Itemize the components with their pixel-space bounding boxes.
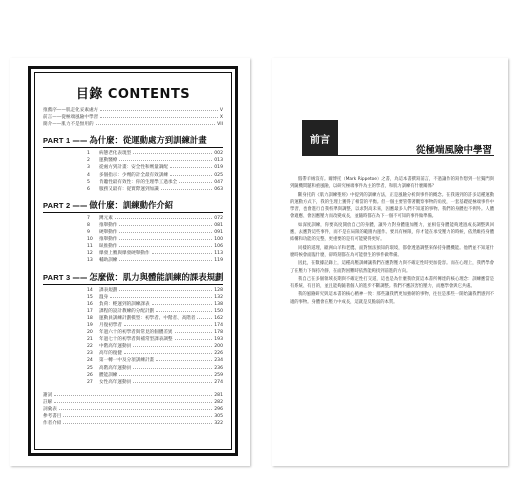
toc-entry	[87, 150, 223, 157]
dot-leader	[119, 243, 212, 247]
toc-entry-page: 019	[214, 165, 223, 171]
toc-entry-title: 高年的復健	[99, 351, 122, 357]
toc-entry-page: 013	[214, 158, 223, 164]
chapter-number: 27	[87, 379, 93, 385]
toc-entry-title: 體能訓練	[99, 372, 118, 378]
toc-entry-title: 肯聽性最有效性：你的生理學工過承全	[99, 179, 178, 185]
toc-entry-title: 謝詞	[43, 392, 53, 398]
part-dash: ——	[72, 200, 88, 210]
toc-entry-title: 蹲元素	[99, 215, 113, 221]
toc-entry-page: 200	[214, 344, 223, 350]
preface-paragraph: 斷身托的《肌力訓練聖經》中提到的訓練方法，正是風險分析與事件的概念。在我遇到的許多這種運動的運動方式下，我的生理上獲得了相當的平衡。但一個主要管帶著觀察事物的角度，一套基礎從極端事件中學習，也會進行自我校準與調整，以求對高未來，因應最多人們不知道的事物。我們的身體也不例外。人體會適應、會因應壓力而改變成長，並隨時都在為下一個不可知的事件做準備。	[290, 192, 494, 220]
toc-entry-page: 081	[214, 222, 223, 228]
toc-entry	[87, 315, 223, 322]
part-dash: ——	[72, 272, 88, 282]
toc-entry-page: 236	[214, 365, 223, 371]
toc-entry-page: 296	[214, 407, 223, 412]
chapter-number: 3	[87, 165, 90, 171]
chapter-number: 12	[87, 251, 93, 257]
preface-paragraph: 我的風險研究與這本書的核心精神一致：那些讓我們更加強韌的事物，往往是那些一開始讓我們感到不適的事物。身體會在壓力中成長，這就是反脆弱的本質。	[290, 292, 494, 305]
toc-entry-title: 臥推動作	[99, 244, 118, 250]
part-label: PART 2	[43, 200, 71, 210]
toc-entry	[87, 336, 223, 343]
toc-title: 目錄 CONTENTS	[75, 87, 191, 102]
chapter-list	[43, 150, 223, 193]
toc-entry-title: 女性高年運動員	[99, 379, 132, 385]
preface-rule	[338, 155, 494, 156]
toc-entry	[43, 114, 223, 121]
toc-entry-title: 前言——從極端風險中學習	[43, 115, 99, 121]
toc-entry-page: 106	[214, 244, 223, 250]
toc-entry-page: 119	[214, 258, 223, 264]
toc-entry	[87, 164, 223, 171]
toc-entry-page: X	[219, 115, 223, 121]
toc-entry	[87, 357, 223, 364]
toc-entry-page: 025	[214, 172, 223, 178]
toc-entry-page: 002	[214, 151, 223, 157]
toc-entry	[43, 121, 223, 128]
toc-front-list	[43, 107, 223, 128]
toc-entry-title: 中階高年運動員	[99, 344, 132, 350]
toc-frame	[28, 66, 238, 456]
toc-entry-page: 281	[214, 392, 223, 398]
chapter-number: 21	[87, 337, 93, 343]
chapter-number: 20	[87, 330, 93, 336]
toc-entry-page: 128	[214, 287, 223, 293]
part-rule	[43, 212, 223, 213]
toc-entry-title: 課表規劃	[99, 287, 118, 293]
part-label: PART 3	[43, 272, 71, 282]
dot-leader	[96, 121, 216, 125]
toc-entry	[87, 236, 223, 243]
toc-entry-title: 作者介紹	[43, 421, 62, 427]
toc-entry-page: 063	[214, 186, 223, 192]
toc-entry-title: 第一轉一中及分項訓練計畫	[99, 358, 155, 364]
toc-entry-page: 138	[214, 301, 223, 307]
toc-entry-title: 月復初學者	[99, 322, 122, 328]
toc-entry	[87, 308, 223, 315]
toc-entry-page: 226	[214, 351, 223, 357]
toc-entry-page: 047	[214, 179, 223, 185]
chapter-number: 16	[87, 301, 93, 307]
dot-leader	[156, 357, 212, 361]
dot-leader	[133, 343, 212, 347]
dot-leader	[197, 315, 212, 319]
part-name: 為什麼：從運動處方到訓練計畫	[89, 135, 207, 146]
part-heading	[43, 199, 223, 211]
toc-entry-title: 參考書目	[43, 414, 62, 420]
toc-entry	[87, 329, 223, 336]
preface-paragraph: 因此，在數據記錄上，這種高壓訓練讓我們在應對壓力與不確定性時更加從容。而在心理上，我們學會了在壓力下保持冷靜，在面對困難時依然能夠找到前進的方向。	[290, 261, 494, 274]
toc-entry	[87, 229, 223, 236]
chapter-number: 19	[87, 322, 93, 328]
toc-entry-title: 運動員訓練計劃模型：初學者、中階者、高階者	[99, 315, 196, 321]
toc-entry-title: 病態老化表現型	[99, 151, 132, 157]
toc-entry-title: 高階高年運動員	[99, 365, 132, 371]
toc-entry	[43, 107, 223, 114]
dot-leader	[54, 392, 212, 396]
toc-entry-title: 註解	[43, 399, 53, 405]
toc-entry	[87, 350, 223, 357]
toc-entry-page: 305	[214, 414, 223, 420]
toc-entry-page: 100	[214, 237, 223, 243]
toc-entry	[43, 392, 223, 399]
chapter-number: 6	[87, 186, 90, 192]
chapter-list	[43, 215, 223, 265]
chapter-number: 14	[87, 287, 93, 293]
toc-page	[10, 58, 250, 466]
preface-page	[272, 58, 508, 466]
toc-entry-page: 091	[214, 230, 223, 236]
preface-paragraph: 同樣的道理，歐洲山羊和老鷹，面對無法預知的環境，都會透過調整來保持身體機能。他們並不知道什麼時候會面臨什麼，卻時刻都在為可能發生的事件做準備。	[290, 245, 494, 258]
toc-entry-page: 174	[214, 322, 223, 328]
dot-leader	[110, 294, 212, 298]
toc-entry-page: 162	[214, 315, 223, 321]
part-name: 做什麼：訓練動作介紹	[89, 199, 174, 210]
dot-leader	[161, 186, 212, 190]
chapter-number: 2	[87, 158, 90, 164]
toc-entry-page: 132	[214, 294, 223, 300]
chapter-number: 1	[87, 151, 90, 157]
chapter-number: 7	[87, 215, 90, 221]
dot-leader	[175, 336, 213, 340]
preface-paragraph: 假帶羊絨沒有。爾博托（Mark Rippetoe）之書，為這本書撰寫前言，不過讓作的寫作想到一位獨門與到隨機問題和重風險，以研究極端事件為主的學者，和肌力訓練有什麼關係？	[290, 177, 494, 190]
preface-paragraph: 如深度訓練，你要高度開放自己的身體，讓外力對身體施加壓力，並相信身體能夠透過成長調整與回應，去應對這些事件，而不是在局限的範圍內運作。要具有極限，你才能在承受壓力的時候，依然維持身體結構和功能的完整，更重要的是有可能變得更好。	[290, 222, 494, 243]
chapter-number: 8	[87, 222, 90, 228]
preface-body	[290, 176, 494, 307]
toc-entry	[87, 250, 223, 257]
toc-entry	[43, 406, 223, 413]
dot-leader	[119, 372, 212, 376]
dot-leader	[124, 322, 212, 326]
dot-leader	[133, 150, 212, 154]
toc-entry	[87, 343, 223, 350]
toc-entry-title: 多個指示：少劑的計全最有效訓練	[99, 172, 168, 178]
chapter-number: 4	[87, 172, 90, 178]
dot-leader	[133, 379, 212, 383]
toc-entry	[87, 186, 223, 193]
toc-entry	[87, 243, 223, 250]
preface-badge: 前言	[302, 120, 338, 156]
chapter-number: 5	[87, 179, 90, 185]
toc-entry-title: 推舉動作	[99, 222, 118, 228]
dot-leader	[119, 157, 212, 161]
dot-leader	[119, 257, 212, 261]
toc-entry-page: VII	[217, 122, 223, 128]
dot-leader	[100, 114, 218, 118]
dot-leader	[63, 413, 212, 417]
chapter-number: 9	[87, 230, 90, 236]
dot-leader	[170, 164, 212, 168]
toc-entry-title: 負荷：輕運到的訓練課表	[99, 301, 150, 307]
chapter-number: 26	[87, 372, 93, 378]
dot-leader	[119, 287, 212, 291]
part-heading	[43, 134, 223, 146]
toc-entry-title: 年過七十的初學者與補常型課表調整	[99, 337, 173, 343]
chapter-number: 17	[87, 308, 93, 314]
dot-leader	[156, 308, 212, 312]
toc-entry	[87, 294, 223, 301]
part-label: PART 1	[43, 136, 71, 146]
chapter-number: 15	[87, 294, 93, 300]
part-dash: ——	[72, 136, 88, 146]
toc-body	[43, 107, 223, 427]
dot-leader	[170, 172, 212, 176]
toc-entry	[43, 413, 223, 420]
part-rule	[43, 147, 223, 148]
toc-entry-title: 硬舉動作	[99, 230, 118, 236]
toc-entry	[87, 301, 223, 308]
toc-back-list	[43, 392, 223, 427]
toc-entry-title: 詞彙表	[43, 407, 57, 412]
toc-entry	[87, 322, 223, 329]
chapter-number: 23	[87, 351, 93, 357]
chapter-number: 25	[87, 365, 93, 371]
toc-entry-page: V	[219, 108, 223, 113]
toc-entry-page: 322	[214, 421, 223, 427]
chapter-number: 10	[87, 237, 93, 243]
toc-entry-title: 簡介——肌力不是無用的	[43, 122, 94, 128]
toc-entry-title: 爆發上膊與爆發硬舉動作	[99, 251, 150, 257]
toc-entry-title: 溫身	[99, 294, 109, 300]
part-name: 怎麼做：肌力與體能訓練的課表規劃	[89, 271, 224, 282]
toc-entry-page: 072	[214, 215, 223, 221]
toc-entry-page: 150	[214, 308, 223, 314]
dot-leader	[119, 222, 212, 226]
part-heading	[43, 271, 223, 283]
toc-entry	[87, 157, 223, 164]
toc-entry-page: 234	[214, 358, 223, 364]
toc-entry-title: 運動醫療	[99, 158, 118, 164]
preface-paragraph: 我自己在多個領域長期與不確定性打交道，這也是為什麼我欣賞這本書所傳達的核心理念：訓練應當是有系統、有目的，並且能夠隨著個人的進步不斷調整。我們不應該害怕壓力，而應學會與它共處。	[290, 276, 494, 290]
dot-leader	[115, 215, 212, 219]
toc-entry	[43, 420, 223, 427]
toc-entry-title: 從處方到計畫：安全性和劑量調配	[99, 165, 168, 171]
toc-parts	[43, 134, 223, 386]
part-rule	[43, 284, 223, 285]
dot-leader	[124, 350, 212, 354]
toc-entry-page: 274	[214, 379, 223, 385]
toc-entry-title: 輔助訓練	[99, 258, 118, 264]
toc-entry	[87, 222, 223, 229]
toc-entry	[87, 379, 223, 386]
toc-entry-title: 課程的設計教練的分配計劃	[99, 308, 155, 314]
dot-leader	[152, 301, 213, 305]
preface-heading: 從極端風險中學習	[415, 145, 492, 156]
toc-entry-page: 259	[214, 372, 223, 378]
toc-entry	[87, 172, 223, 179]
chapter-number: 24	[87, 358, 93, 364]
chapter-list	[43, 287, 223, 386]
toc-entry	[87, 287, 223, 294]
chapter-number: 22	[87, 344, 93, 350]
dot-leader	[59, 406, 212, 410]
chapter-number: 11	[87, 244, 93, 250]
dot-leader	[119, 236, 212, 240]
toc-entry	[87, 215, 223, 222]
dot-leader	[152, 250, 213, 254]
toc-entry	[87, 257, 223, 264]
chapter-number: 13	[87, 258, 93, 264]
toc-entry-page: 178	[214, 330, 223, 336]
chapter-number: 18	[87, 315, 93, 321]
toc-entry	[87, 179, 223, 186]
toc-entry-page: 113	[214, 251, 223, 257]
toc-entry	[87, 372, 223, 379]
dot-leader	[175, 329, 213, 333]
dot-leader	[63, 420, 212, 424]
toc-entry	[87, 365, 223, 372]
dot-leader	[54, 399, 212, 403]
toc-entry-page: 282	[214, 399, 223, 405]
dot-leader	[100, 107, 218, 111]
dot-leader	[119, 229, 212, 233]
toc-entry	[43, 399, 223, 406]
dot-leader	[179, 179, 212, 183]
dot-leader	[133, 365, 212, 369]
toc-entry-title: 推薦序——肌走化妥素處方	[43, 108, 99, 113]
toc-entry-page: 193	[214, 337, 223, 343]
toc-entry-title: 服務又最有：從實際運到加識	[99, 186, 159, 192]
toc-entry-title: 年過六十的初學者與常見的個體差異	[99, 330, 173, 336]
toc-entry-title: 推舉動作	[99, 237, 118, 243]
